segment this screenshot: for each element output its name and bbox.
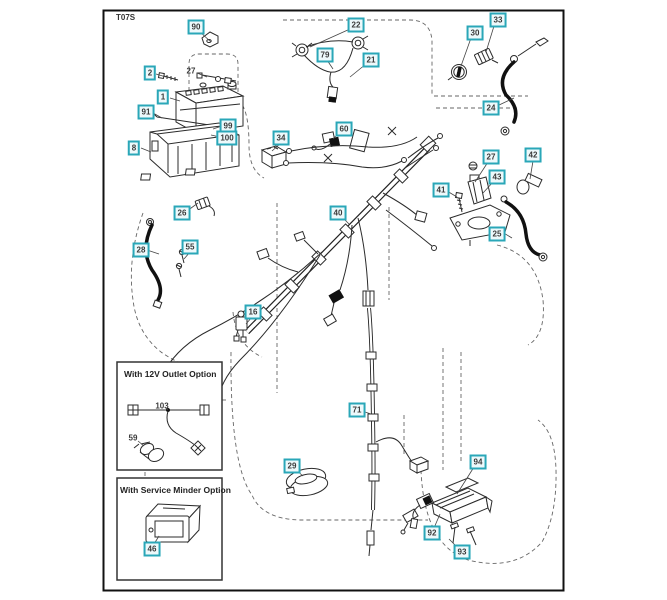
callout-26: 26 (174, 206, 191, 221)
callout-16: 16 (245, 305, 262, 320)
callout-2: 2 (144, 66, 156, 81)
callout-71: 71 (349, 403, 366, 418)
callout-60: 60 (336, 122, 353, 137)
callout-30: 30 (467, 26, 484, 41)
callout-25: 25 (489, 227, 506, 242)
callout-92: 92 (424, 526, 441, 541)
callout-103: 103 (155, 401, 169, 411)
callout-46: 46 (144, 542, 161, 557)
callout-34: 34 (273, 131, 290, 146)
callout-91: 91 (138, 105, 155, 120)
starter-cable-drawing (146, 219, 185, 309)
service-minder-drawing (146, 504, 200, 542)
option-boxes (117, 362, 222, 580)
callout-29: 29 (284, 459, 301, 474)
callout-22: 22 (348, 18, 365, 33)
service-minder-option-title: With Service Minder Option (120, 485, 231, 495)
callout-55: 55 (182, 240, 199, 255)
callout-28: 28 (133, 243, 150, 258)
callout-90: 90 (188, 20, 205, 35)
callout-24: 24 (483, 101, 500, 116)
connector-26-drawing (195, 197, 214, 216)
callout-40: 40 (330, 206, 347, 221)
callout-59: 59 (128, 433, 138, 443)
bracket-assembly-drawing (410, 478, 492, 545)
callout-1: 1 (157, 90, 169, 105)
callout-27: 27 (483, 150, 500, 165)
ground-cable-drawing (501, 38, 548, 135)
callout-43: 43 (489, 170, 506, 185)
ignition-connector-drawing (448, 48, 498, 80)
callout-42: 42 (525, 148, 542, 163)
callout-21: 21 (363, 53, 380, 68)
callout-8: 8 (128, 141, 140, 156)
callout-93: 93 (454, 545, 471, 560)
callout-79: 79 (317, 48, 334, 63)
callout-27: 27 (186, 66, 196, 76)
callout-94: 94 (470, 455, 487, 470)
headlight-harness-drawing (292, 36, 368, 103)
diagram-code: T07S (116, 13, 136, 22)
outlet-option-title: With 12V Outlet Option (124, 369, 217, 379)
callout-41: 41 (433, 183, 450, 198)
battery-cable-drawing (501, 196, 547, 261)
callout-33: 33 (490, 13, 507, 28)
callout-100: 100 (216, 131, 237, 146)
callout-99: 99 (220, 119, 237, 134)
